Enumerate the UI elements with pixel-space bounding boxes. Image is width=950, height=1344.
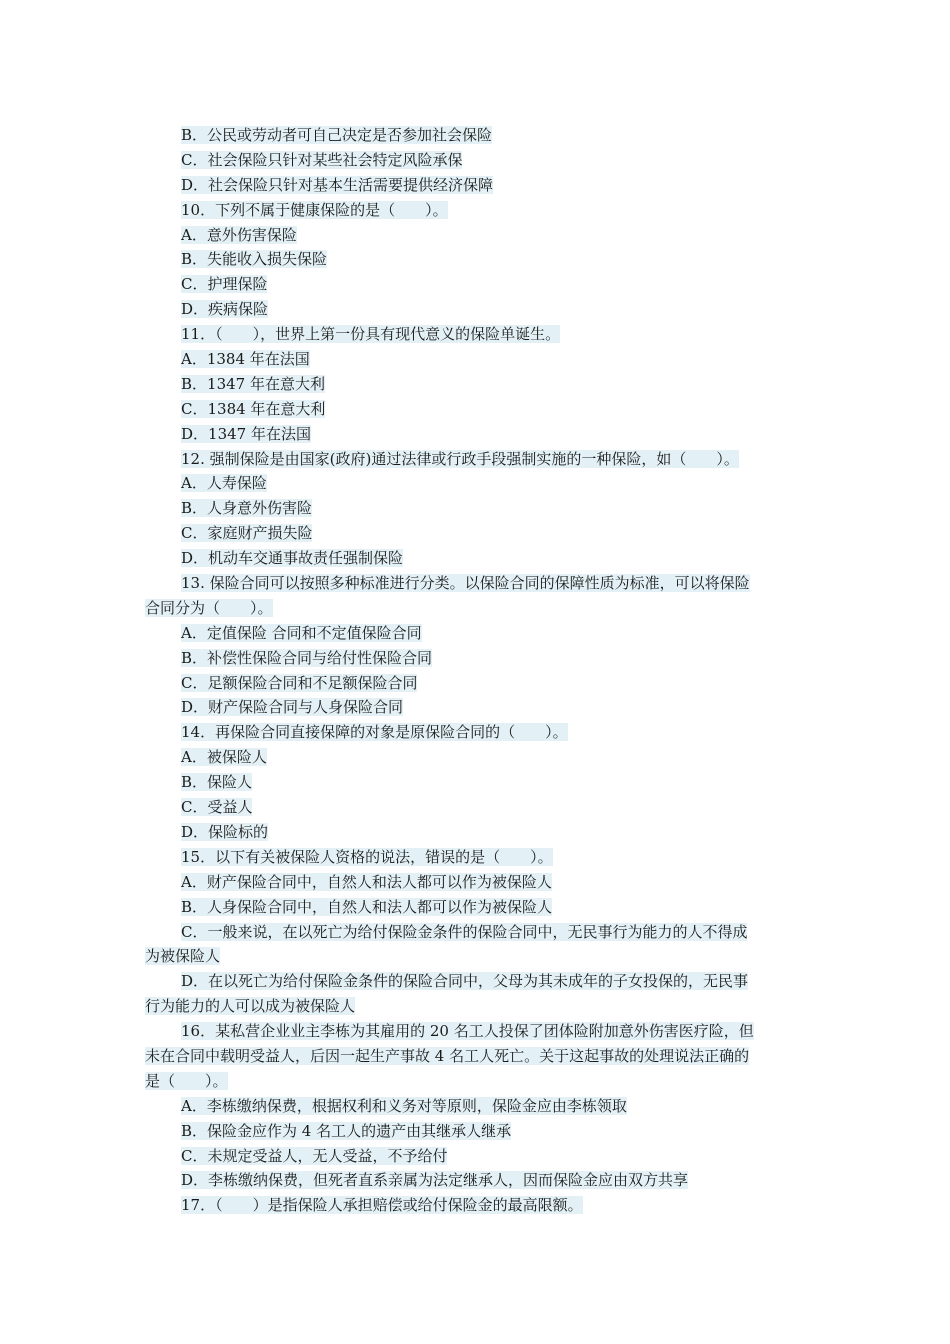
line-text: D．李栋缴纳保费，但死者直系亲属为法定继承人，因而保险金应由双方共享 [181, 1171, 689, 1190]
continuation-line [145, 944, 810, 969]
line-text: 12. 强制保险是由国家(政府)通过法律或行政手段强制实施的一种保险，如（ ）。 [181, 449, 739, 468]
line-text: 10．下列不属于健康保险的是（ ）。 [181, 200, 448, 219]
continuation-line [145, 1044, 810, 1069]
line-text: B．失能收入损失保险 [181, 250, 328, 269]
line-text: C．未规定受益人，无人受益，不予给付 [181, 1146, 448, 1165]
line-text: 15．以下有关被保险人资格的说法，错误的是（ ）。 [181, 847, 553, 866]
question-line [145, 198, 810, 223]
line-text: A．财产保险合同中，自然人和法人都可以作为被保险人 [181, 872, 552, 891]
line-text: 未在合同中载明受益人，后因一起生产事故 4 名工人死亡。关于这起事故的处理说法正确的 [145, 1046, 750, 1065]
option-line [145, 770, 810, 795]
option-line [145, 422, 810, 447]
line-text: 14．再保险合同直接保障的对象是原保险合同的（ ）。 [181, 723, 568, 742]
option-line [145, 148, 810, 173]
line-text: B．人身保险合同中，自然人和法人都可以作为被保险人 [181, 897, 553, 916]
option-line [145, 1168, 810, 1193]
line-text: D．财产保险合同与人身保险合同 [181, 698, 404, 717]
option-line [145, 173, 810, 198]
option-line [145, 546, 810, 571]
option-line [145, 745, 810, 770]
question-line [145, 1193, 810, 1218]
option-line [145, 397, 810, 422]
line-text: D．保险标的 [181, 822, 269, 841]
line-text: 行为能力的人可以成为被保险人 [145, 997, 356, 1016]
line-text: D．机动车交通事故责任强制保险 [181, 549, 404, 568]
option-line [145, 795, 810, 820]
line-text: B．保险人 [181, 773, 253, 792]
line-text: A．1384 年在法国 [181, 350, 310, 369]
line-text: 是（ ）。 [145, 1071, 228, 1090]
option-line [145, 895, 810, 920]
option-line [145, 123, 810, 148]
line-text: A．人寿保险 [181, 474, 267, 493]
option-line [145, 496, 810, 521]
question-line [145, 322, 810, 347]
line-text: D．社会保险只针对基本生活需要提供经济保障 [181, 175, 494, 194]
line-text: C．足额保险合同和不足额保险合同 [181, 673, 418, 692]
line-text: B．补偿性保险合同与给付性保险合同 [181, 648, 433, 667]
line-text: 17．（ ）是指保险人承担赔偿或给付保险金的最高限额。 [181, 1196, 583, 1215]
option-line [145, 471, 810, 496]
option-line [145, 820, 810, 845]
line-text: C．一般来说，在以死亡为给付保险金条件的保险合同中，无民事行为能力的人不得成 [181, 922, 748, 941]
question-line [145, 720, 810, 745]
option-line [145, 521, 810, 546]
line-text: 16．某私营企业业主李栋为其雇用的 20 名工人投保了团体险附加意外伤害医疗险，但 [181, 1022, 754, 1041]
line-text: C．1384 年在意大利 [181, 399, 326, 418]
option-line [145, 223, 810, 248]
option-line [145, 372, 810, 397]
question-line [145, 1019, 810, 1044]
option-line [145, 646, 810, 671]
option-line [145, 1094, 810, 1119]
question-line [145, 447, 810, 472]
line-text: A．意外伤害保险 [181, 225, 297, 244]
option-line [145, 272, 810, 297]
continuation-line [145, 994, 810, 1019]
continuation-line [145, 1069, 810, 1094]
option-line [145, 695, 810, 720]
option-line [145, 247, 810, 272]
option-line [145, 621, 810, 646]
line-text: 为被保险人 [145, 947, 221, 966]
line-text: C．家庭财产损失险 [181, 524, 313, 543]
line-text: C．社会保险只针对某些社会特定风险承保 [181, 150, 463, 169]
option-line [145, 297, 810, 322]
option-line [145, 1119, 810, 1144]
question-line [145, 571, 810, 596]
line-text: B．人身意外伤害险 [181, 499, 313, 518]
line-text: C．护理保险 [181, 275, 268, 294]
continuation-line [145, 596, 810, 621]
line-text: B．1347 年在意大利 [181, 374, 325, 393]
line-text: B．公民或劳动者可自己决定是否参加社会保险 [181, 126, 493, 144]
option-line [145, 1144, 810, 1169]
question-line [145, 845, 810, 870]
option-line [145, 347, 810, 372]
line-text: C．受益人 [181, 798, 253, 817]
line-text: 13. 保险合同可以按照多种标准进行分类。以保险合同的保障性质为标准，可以将保险 [181, 574, 750, 593]
option-line [145, 969, 810, 994]
option-line [145, 870, 810, 895]
line-text: A．定值保险 合同和不定值保险合同 [181, 623, 422, 642]
line-text: D．疾病保险 [181, 300, 269, 319]
line-text: D．在以死亡为给付保险金条件的保险合同中，父母为其未成年的子女投保的，无民事 [181, 972, 749, 991]
document-body [145, 123, 810, 1218]
option-line [145, 671, 810, 696]
line-text: 合同分为（ ）。 [145, 598, 273, 617]
line-text: 11．（ ），世界上第一份具有现代意义的保险单诞生。 [181, 325, 561, 344]
line-text: B．保险金应作为 4 名工人的遗产由其继承人继承 [181, 1121, 512, 1140]
line-text: D．1347 年在法国 [181, 424, 311, 443]
line-text: A．李栋缴纳保费，根据权利和义务对等原则，保险金应由李栋领取 [181, 1096, 627, 1115]
line-text: A．被保险人 [181, 748, 267, 767]
option-line [145, 920, 810, 945]
